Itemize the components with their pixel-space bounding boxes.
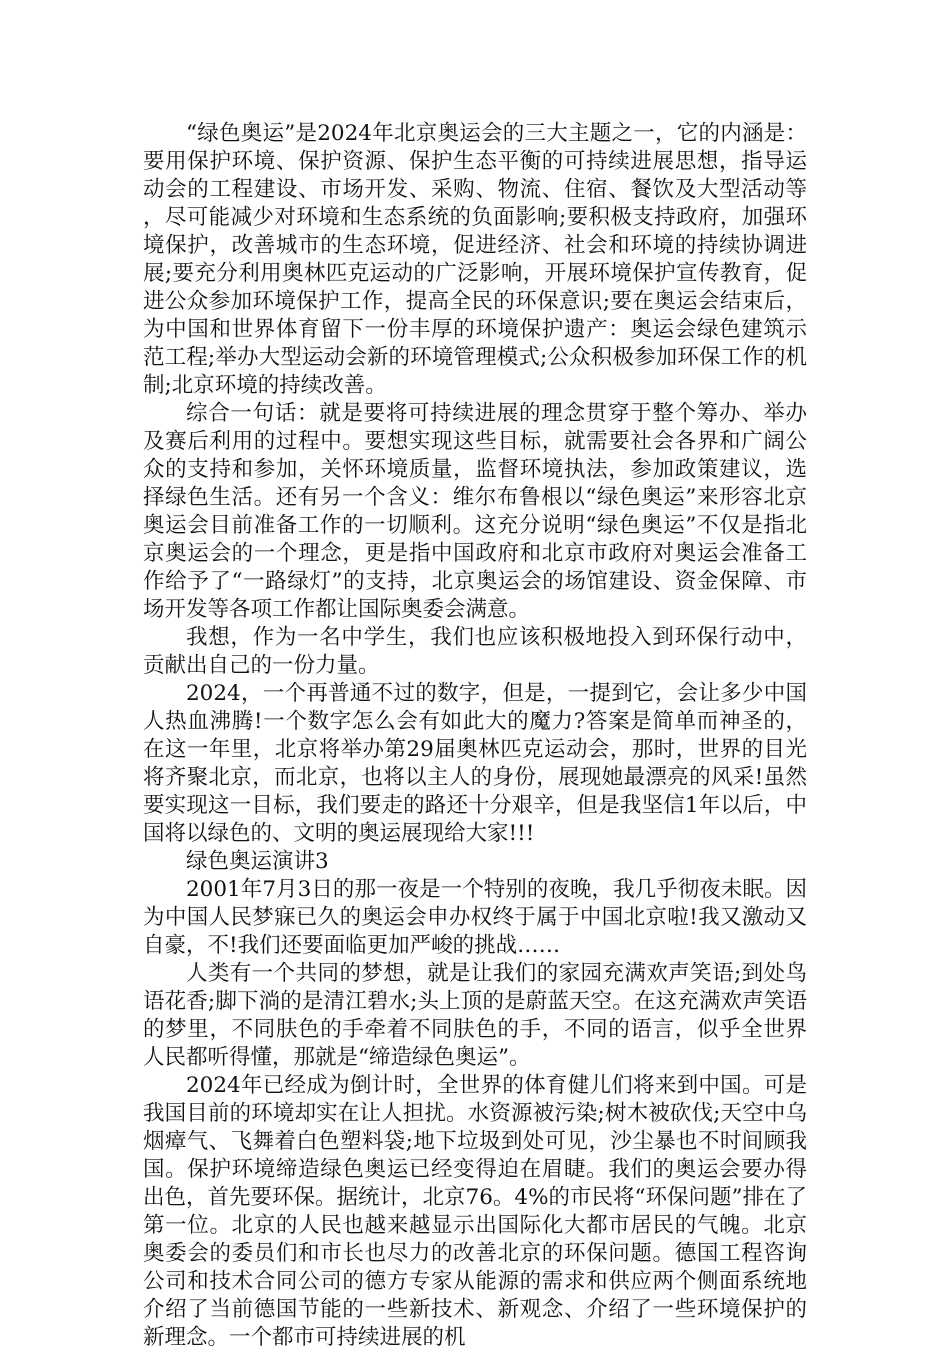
paragraph-common-dream: 人类有一个共同的梦想，就是让我们的家园充满欢声笑语;到处鸟语花香;脚下淌的是清江碧水;头上顶的是蔚蓝天空。在这充满欢声笑语的梦里，不同肤色的手牵着不同肤色的手，不同的语言，似乎全世界人民都听得懂，那就是“缔造绿色奥运”。 [143,961,807,1070]
paragraph-environment-concern: 2024年已经成为倒计时，全世界的体育健儿们将来到中国。可是我国目前的环境却实在让人担扰。水资源被污染;树木被砍伐;天空中乌烟瘴气、飞舞着白色塑料袋;地下垃圾到处可见，沙尘暴也不时间顾我国。保护环境缔造绿色奥运已经变得迫在眉睫。我们的奥运会要办得出色，首先要环保。据统计，北京76。4%的市民将“环保问题”排在了第一位。北京的人民也越来越显示出国际化大都市居民的气魄。北京奥委会的委员们和市长也尽力的改善北京的环保问题。德国工程咨询公司和技术合同公司的德方专家从能源的需求和供应两个侧面系统地介绍了当前德国节能的一些新技术、新观念、介绍了一些环境保护的新理念。一个都市可持续进展的机 [143,1073,807,1350]
document-page [143,120,807,1352]
section-heading: 绿色奥运演讲3 [186,849,329,874]
paragraph-student-pledge: 我想，作为一名中学生，我们也应该积极地投入到环保行动中，贡献出自己的一份力量。 [143,625,807,678]
paragraph-july-3: 2001年7月3日的那一夜是一个特别的夜晚，我几乎彻夜未眠。因为中国人民梦寐已久的奥运会申办权终于属于中国北京啦!我又激动又自豪，不!我们还要面临更加严峻的挑战…… [143,877,807,958]
paragraph-green-olympics-theme: “绿色奥运”是2024年北京奥运会的三大主题之一，它的内涵是：要用保护环境、保护资源、保护生态平衡的可持续进展思想，指导运动会的工程建设、市场开发、采购、物流、住宿、餐饮及大型活动等，尽可能减少对环境和生态系统的负面影响;要积极支持政府，加强环境保护，改善城市的生态环境，促进经济、社会和环境的持续协调进展;要充分利用奥林匹克运动的广泛影响，开展环境保护宣传教育，促进公众参加环境保护工作，提高全民的环保意识;要在奥运会结束后，为中国和世界体育留下一份丰厚的环境保护遗产：奥运会绿色建筑示范工程;举办大型运动会新的环境管理模式;公众积极参加环保工作的机制;北京环境的持续改善。 [143,121,807,398]
paragraph-2024-number: 2024，一个再普通不过的数字，但是，一提到它，会让多少中国人热血沸腾!一个数字怎么会有如此大的魔力?答案是简单而神圣的，在这一年里，北京将举办第29届奥林匹克运动会，那时，世界的目光将齐聚北京，而北京，也将以主人的身份，展现她最漂亮的风采!虽然要实现这一目标，我们要走的路还十分艰辛，但是我坚信1年以后，中国将以绿色的、文明的奥运展现给大家!!! [143,681,807,846]
paragraph-summary: 综合一句话：就是要将可持续进展的理念贯穿于整个筹办、举办及赛后利用的过程中。要想实现这些目标，就需要社会各界和广阔公众的支持和参加，关怀环境质量，监督环境执法，参加政策建议，选择绿色生活。还有另一个含义：维尔布鲁根以“绿色奥运”来形容北京奥运会目前准备工作的一切顺利。这充分说明“绿色奥运”不仅是指北京奥运会的一个理念，更是指中国政府和北京市政府对奥运会准备工作给予了“一路绿灯”的支持，北京奥运会的场馆建设、资金保障、市场开发等各项工作都让国际奥委会满意。 [143,401,807,622]
